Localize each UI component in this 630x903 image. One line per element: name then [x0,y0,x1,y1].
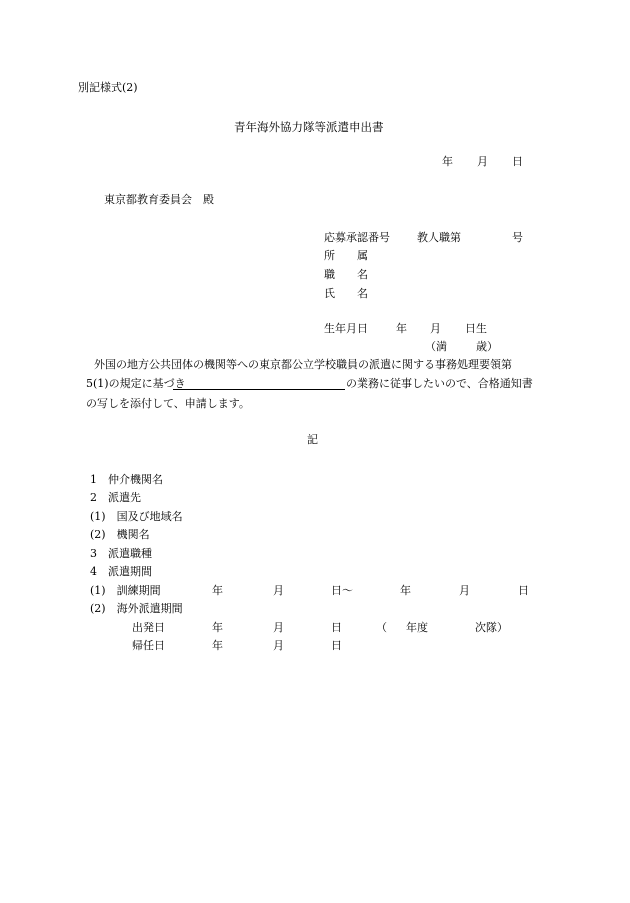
date-day: 日 [512,155,523,168]
ki-heading: 記 [307,433,318,446]
departure-year: 年 [212,621,223,634]
training-start-month: 月 [273,584,284,597]
approval-number-prefix: 教人職第 [417,231,461,244]
approval-number-suffix: 号 [512,231,523,244]
return-month: 月 [273,639,284,652]
date-year: 年 [442,155,453,168]
item-period: 4 派遣期間 [90,565,152,578]
item-organization: (2) 機関名 [90,528,150,541]
body-line-1: 外国の地方公共団体の機関等への東京都公立学校職員の派遣に関する事務処理要領第 [94,358,512,371]
return-year: 年 [212,639,223,652]
overseas-period-label: (2) 海外派遣期間 [90,602,183,615]
training-period-label: (1) 訓練期間 [90,584,161,597]
training-end-year: 年 [400,584,411,597]
body-line-3: の写しを添付して、申請します。 [86,397,250,410]
departure-month: 月 [273,621,284,634]
document-title: 青年海外協力隊等派遣申出書 [234,120,384,134]
departure-batch: 次隊） [475,621,508,634]
training-start-year: 年 [212,584,223,597]
departure-paren-open: （ [376,621,387,634]
return-label: 帰任日 [132,639,165,652]
item-destination: 2 派遣先 [90,491,141,504]
age-close: 歳） [476,340,498,353]
date-month: 月 [477,155,488,168]
form-label: 別記様式(2) [78,81,138,94]
return-day: 日 [331,639,342,652]
departure-day: 日 [331,621,342,634]
item-country-region: (1) 国及び地域名 [90,510,183,523]
training-end-day: 日 [518,584,529,597]
name-label: 氏 名 [324,287,368,300]
approval-number-label: 応募承認番号 [324,231,390,244]
item-intermediary: 1 仲介機関名 [90,473,163,486]
departure-label: 出発日 [132,621,165,634]
body-line-2-after: の業務に従事したいので、合格通知書 [346,377,533,390]
birth-year: 年 [396,322,407,335]
duty-blank-underline [173,389,345,390]
position-label: 職 名 [324,268,368,281]
departure-fiscal-year: 年度 [406,621,428,634]
birth-date-label: 生年月日 [324,322,368,335]
training-start-day: 日～ [331,584,353,597]
birth-month: 月 [430,322,441,335]
training-end-month: 月 [459,584,470,597]
age-open: （満 [425,340,447,353]
item-job-type: 3 派遣職種 [90,547,152,560]
addressee: 東京都教育委員会 殿 [104,193,214,206]
affiliation-label: 所 属 [324,249,368,262]
birth-day: 日生 [465,322,487,335]
body-line-2-before: 5(1)の規定に基づき [86,377,186,390]
